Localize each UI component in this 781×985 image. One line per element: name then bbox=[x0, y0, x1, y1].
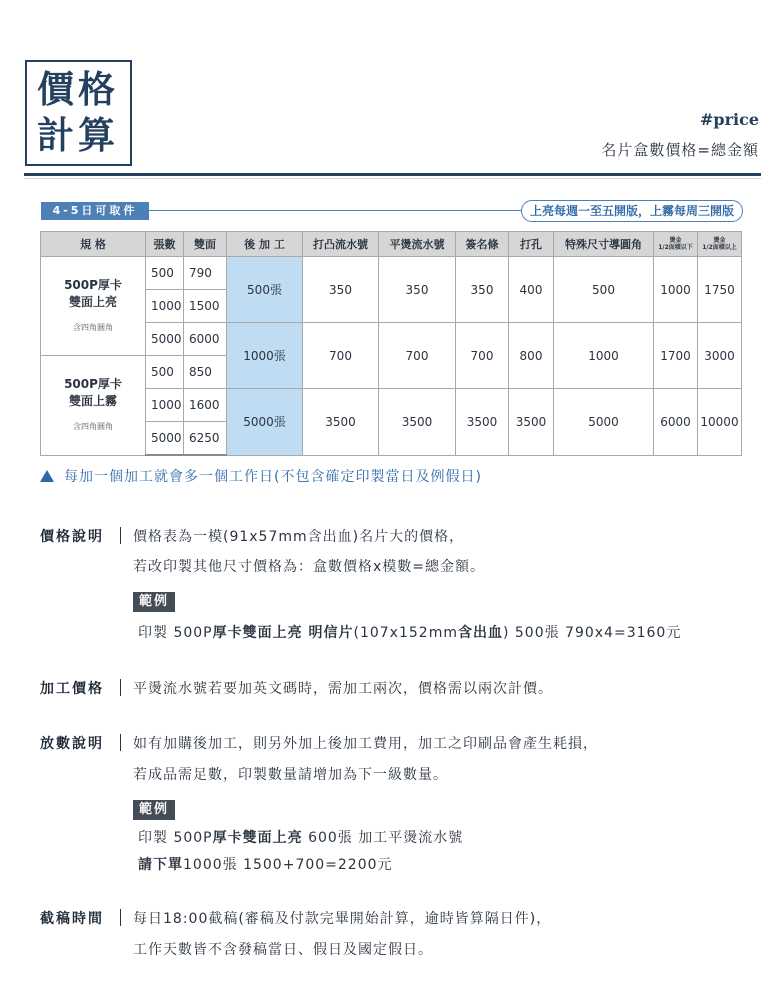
workday-note bbox=[40, 466, 482, 486]
header-emboss: 打凸流水號 bbox=[303, 232, 379, 257]
emboss-cell: 700 bbox=[303, 323, 379, 389]
header-spec: 規 格 bbox=[41, 232, 146, 257]
hole-cell: 400 bbox=[509, 257, 554, 323]
delivery-tag: 4-5日可取件 bbox=[41, 202, 149, 220]
special-cell: 1000 bbox=[554, 323, 654, 389]
spec-matte-line2: 雙面上霧 bbox=[68, 393, 117, 408]
section-divider bbox=[120, 909, 121, 926]
header-qty: 張數 bbox=[146, 232, 184, 257]
header-special: 特殊尺寸導圓角 bbox=[554, 232, 654, 257]
hashtag: #price bbox=[699, 110, 759, 129]
count-example-line2 bbox=[138, 854, 393, 874]
header-post: 後 加 工 bbox=[227, 232, 303, 257]
table-row bbox=[41, 323, 742, 356]
sign-cell: 350 bbox=[456, 257, 509, 323]
ex-bold: 厚卡雙面上亮 明信片 bbox=[212, 625, 354, 641]
double-cell: 790 bbox=[184, 257, 227, 290]
ex-text: 印製 500P bbox=[138, 625, 213, 641]
ex-text: (107x152mm bbox=[353, 625, 458, 641]
table-row bbox=[41, 389, 742, 422]
deadline-line1: 每日18:00截稿(審稿及付款完畢開始計算，逾時皆算隔日件)， bbox=[133, 911, 552, 927]
double-cell: 6250 bbox=[184, 422, 227, 456]
example-tag: 範例 bbox=[133, 592, 175, 612]
ex-text: 印製 500P bbox=[138, 830, 213, 846]
ex-text: ) 500張 790x4=3160元 bbox=[502, 625, 682, 641]
section-label-process: 加工價格 bbox=[40, 681, 104, 697]
count-example-line1 bbox=[138, 827, 463, 847]
post-qty-cell: 1000張 bbox=[227, 323, 303, 389]
count-desc-line1: 如有加購後加工，則另外加上後加工費用，加工之印刷品會產生耗損， bbox=[133, 736, 598, 752]
table-row bbox=[41, 257, 742, 290]
qty-cell: 1000 bbox=[146, 389, 184, 422]
gold-small-cell: 1700 bbox=[654, 323, 698, 389]
flat-cell: 3500 bbox=[379, 389, 456, 456]
process-price-line1: 平燙流水號若要加英文碼時，需加工兩次，價格需以兩次計價。 bbox=[133, 681, 553, 697]
ex-text: 600張 加工平燙流水號 bbox=[302, 830, 464, 846]
example-tag: 範例 bbox=[133, 800, 175, 820]
page-title-line1: 價格 bbox=[37, 68, 119, 111]
header-hole: 打孔 bbox=[509, 232, 554, 257]
price-desc-line2: 若改印製其他尺寸價格為：盒數價格x模數=總金額。 bbox=[133, 559, 486, 575]
special-cell: 5000 bbox=[554, 389, 654, 456]
section-label-deadline: 截稿時間 bbox=[40, 911, 104, 927]
header-gold-small bbox=[654, 232, 698, 257]
ex-bold: 請下單 bbox=[138, 857, 183, 873]
header-flat: 平燙流水號 bbox=[379, 232, 456, 257]
hole-cell: 800 bbox=[509, 323, 554, 389]
page-title-line2: 計算 bbox=[37, 114, 119, 157]
page-title-box bbox=[25, 60, 132, 166]
spec-matte bbox=[41, 356, 146, 456]
header-double: 雙面 bbox=[184, 232, 227, 257]
qty-cell: 5000 bbox=[146, 422, 184, 456]
header-gold-large-bottom: 1/2面積以上 bbox=[702, 244, 737, 251]
spec-glossy-line2: 雙面上亮 bbox=[68, 294, 117, 309]
double-cell: 1600 bbox=[184, 389, 227, 422]
spec-glossy bbox=[41, 257, 146, 356]
sign-cell: 700 bbox=[456, 323, 509, 389]
header-gold-large-top: 燙金 bbox=[713, 237, 726, 244]
section-label-count: 放數說明 bbox=[40, 736, 104, 752]
flat-cell: 700 bbox=[379, 323, 456, 389]
section-divider bbox=[120, 679, 121, 696]
special-cell: 500 bbox=[554, 257, 654, 323]
emboss-cell: 350 bbox=[303, 257, 379, 323]
gold-large-cell: 3000 bbox=[698, 323, 742, 389]
deadline-line2: 工作天數皆不含發稿當日、假日及國定假日。 bbox=[133, 942, 433, 958]
flat-cell: 350 bbox=[379, 257, 456, 323]
triangle-icon bbox=[40, 470, 54, 482]
qty-cell: 5000 bbox=[146, 323, 184, 356]
emboss-cell: 3500 bbox=[303, 389, 379, 456]
ex-text: 1000張 1500+700=2200元 bbox=[183, 857, 393, 873]
price-desc-line1: 價格表為一模(91x57mm含出血)名片大的價格， bbox=[133, 529, 465, 545]
page-subtitle: 名片盒數價格=總金額 bbox=[601, 141, 759, 159]
spec-glossy-line1: 500P厚卡 bbox=[64, 277, 122, 292]
section-label-price: 價格說明 bbox=[40, 529, 104, 545]
workday-note-text: 每加一個加工就會多一個工作日(不包含確定印製當日及例假日) bbox=[64, 469, 482, 485]
header-gold-small-top: 燙金 bbox=[669, 237, 682, 244]
qty-cell: 500 bbox=[146, 257, 184, 290]
spec-matte-sub: 含四角圓角 bbox=[73, 421, 113, 431]
gold-large-cell: 1750 bbox=[698, 257, 742, 323]
gold-large-cell: 10000 bbox=[698, 389, 742, 456]
qty-cell: 1000 bbox=[146, 290, 184, 323]
post-qty-cell: 5000張 bbox=[227, 389, 303, 456]
ex-bold: 厚卡雙面上亮 bbox=[212, 830, 303, 846]
gold-small-cell: 6000 bbox=[654, 389, 698, 456]
spec-matte-line1: 500P厚卡 bbox=[64, 376, 122, 391]
section-divider bbox=[120, 734, 121, 751]
ex-bold: 含出血 bbox=[457, 625, 503, 641]
count-desc-line2: 若成品需足數，印製數量請增加為下一級數量。 bbox=[133, 767, 448, 783]
table-header-row bbox=[41, 232, 742, 257]
qty-cell: 500 bbox=[146, 356, 184, 389]
hole-cell: 3500 bbox=[509, 389, 554, 456]
sign-cell: 3500 bbox=[456, 389, 509, 456]
header-sign: 簽名條 bbox=[456, 232, 509, 257]
spec-glossy-sub: 含四角圓角 bbox=[73, 322, 113, 332]
header-divider bbox=[24, 173, 761, 176]
header-gold-small-bottom: 1/2面積以下 bbox=[658, 244, 693, 251]
header-divider-thin bbox=[24, 178, 761, 179]
price-example-line bbox=[138, 622, 681, 642]
double-cell: 1500 bbox=[184, 290, 227, 323]
double-cell: 850 bbox=[184, 356, 227, 389]
price-table bbox=[40, 231, 742, 456]
section-divider bbox=[120, 527, 121, 544]
post-qty-cell: 500張 bbox=[227, 257, 303, 323]
schedule-pill: 上亮每週一至五開版，上霧每周三開版 bbox=[521, 200, 743, 222]
header-gold-large bbox=[698, 232, 742, 257]
double-cell: 6000 bbox=[184, 323, 227, 356]
gold-small-cell: 1000 bbox=[654, 257, 698, 323]
